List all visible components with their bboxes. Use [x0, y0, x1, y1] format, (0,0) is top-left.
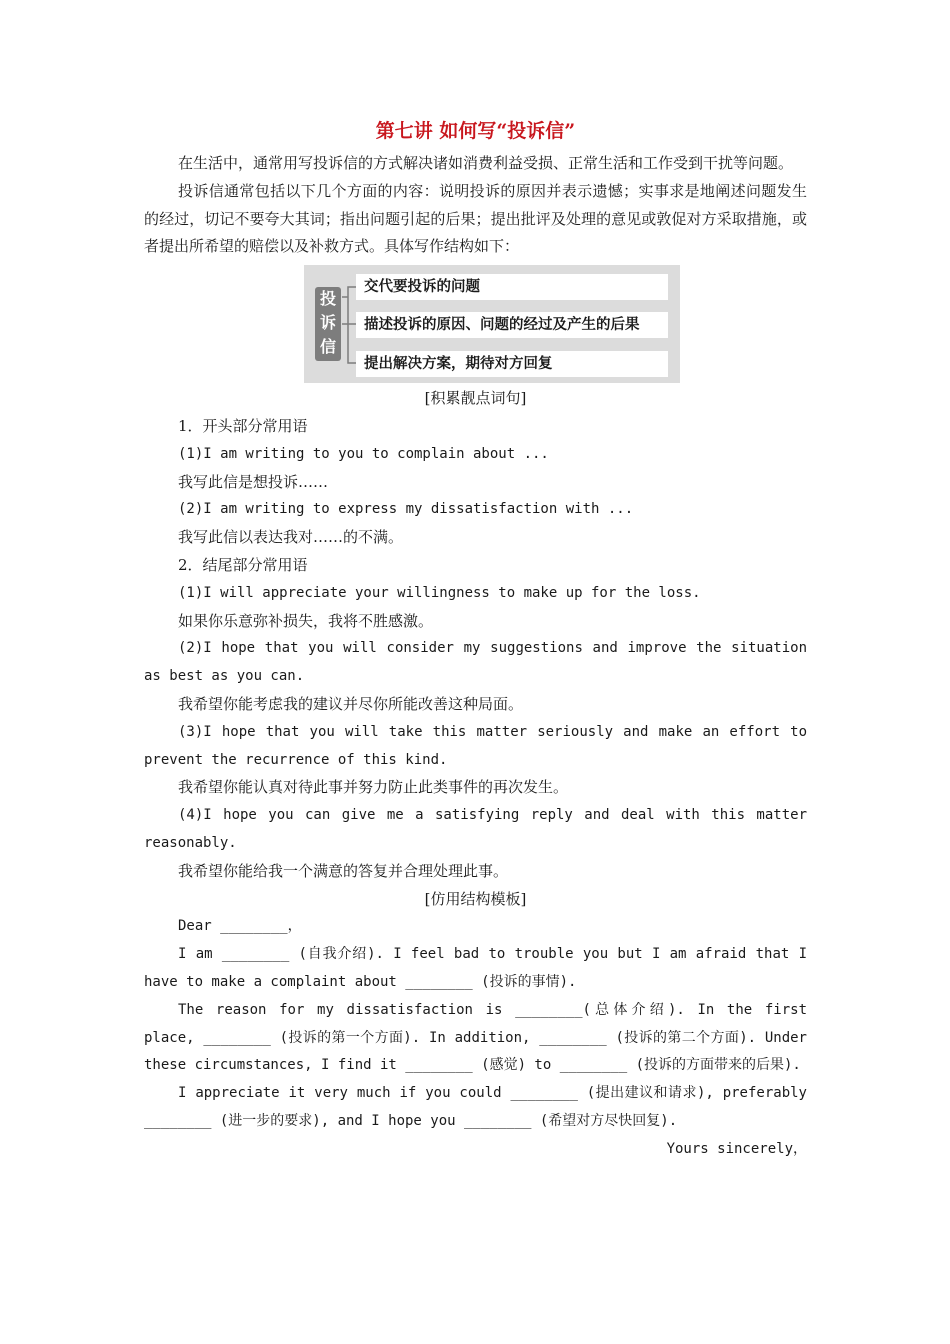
- closing-en-1: (1)I will appreciate your willingness to make up for the loss.: [178, 584, 701, 601]
- document-page: [144, 118, 807, 1164]
- badge-char: 诉: [319, 313, 336, 333]
- opening-en-1: (1)I am writing to you to complain about ...: [178, 445, 549, 462]
- template-salutation: Dear ________，: [178, 918, 302, 935]
- template-paragraph-intro: I am ________ (自我介绍). I feel bad to trouble you but I am afraid that I have to make a complaint about ________ (投诉的事情).: [144, 946, 807, 990]
- structure-diagram: [304, 265, 680, 383]
- page-title: 第七讲 如何写“投诉信”: [375, 120, 576, 142]
- diagram-row-solution: 提出解决方案，期待对方回复: [356, 351, 668, 377]
- intro-paragraph-2: 投诉信通常包括以下几个方面的内容：说明投诉的原因并表示遗憾；实事求是地阐述问题发生的经过，切记不要夸大其词；指出问题引起的后果；提出批评及处理的意见或敦促对方采取措施，或者提出所希望的赔偿以及补救方式。具体写作结构如下：: [144, 181, 807, 256]
- section-heading-phrases: [积累靓点词句]: [424, 389, 527, 408]
- closing-en-4: (4)I hope you can give me a satisfying reply and deal with this matter reasonably.: [144, 807, 807, 851]
- opening-en-2: (2)I am writing to express my dissatisfaction with ...: [178, 501, 634, 518]
- diagram-row-reason: 描述投诉的原因、问题的经过及产生的后果: [356, 312, 668, 338]
- closing-en-3: (3)I hope that you will take this matter seriously and make an effort to prevent the recurrence of this kind.: [144, 723, 807, 768]
- closing-cn-4: 我希望你能给我一个满意的答复并合理处理此事。: [178, 861, 509, 880]
- intro-paragraph-1: 在生活中，通常用写投诉信的方式解决诸如消费利益受损、正常生活和工作受到干扰等问题。: [178, 154, 794, 172]
- diagram-row-problem: 交代要投诉的问题: [356, 274, 668, 300]
- opening-heading: 1．开头部分常用语: [178, 416, 308, 435]
- template-paragraph-request: I appreciate it very much if you could ________ (提出建议和请求), preferably ________ (进一步的要求), and I hope you ________ (希望对方尽快回复).: [144, 1085, 807, 1129]
- badge-char: 投: [319, 289, 336, 309]
- closing-cn-2: 我希望你能考虑我的建议并尽你所能改善这种局面。: [178, 694, 524, 713]
- diagram-badge: [315, 287, 341, 361]
- badge-char: 信: [319, 337, 336, 357]
- closing-cn-1: 如果你乐意弥补损失，我将不胜感激。: [178, 611, 434, 630]
- opening-cn-1: 我写此信是想投诉……: [178, 472, 329, 491]
- closing-en-2: (2)I hope that you will consider my suggestions and improve the situation as best as you can.: [144, 640, 807, 685]
- template-paragraph-reason: The reason for my dissatisfaction is ________(总体介绍). In the first place, ________ (投诉的第一个方面). In addition, ________ (投诉的第二个方面). Under these circumstances, I find it ________ (感觉) to ________ (投诉的方面带来的后果).: [144, 1001, 807, 1074]
- closing-heading: 2．结尾部分常用语: [178, 555, 308, 574]
- closing-cn-3: 我希望你能认真对待此事并努力防止此类事件的再次发生。: [178, 778, 569, 797]
- section-heading-template: [仿用结构模板]: [424, 889, 527, 908]
- template-closing: Yours sincerely，: [666, 1140, 807, 1157]
- opening-cn-2: 我写此信以表达我对……的不满。: [178, 528, 404, 547]
